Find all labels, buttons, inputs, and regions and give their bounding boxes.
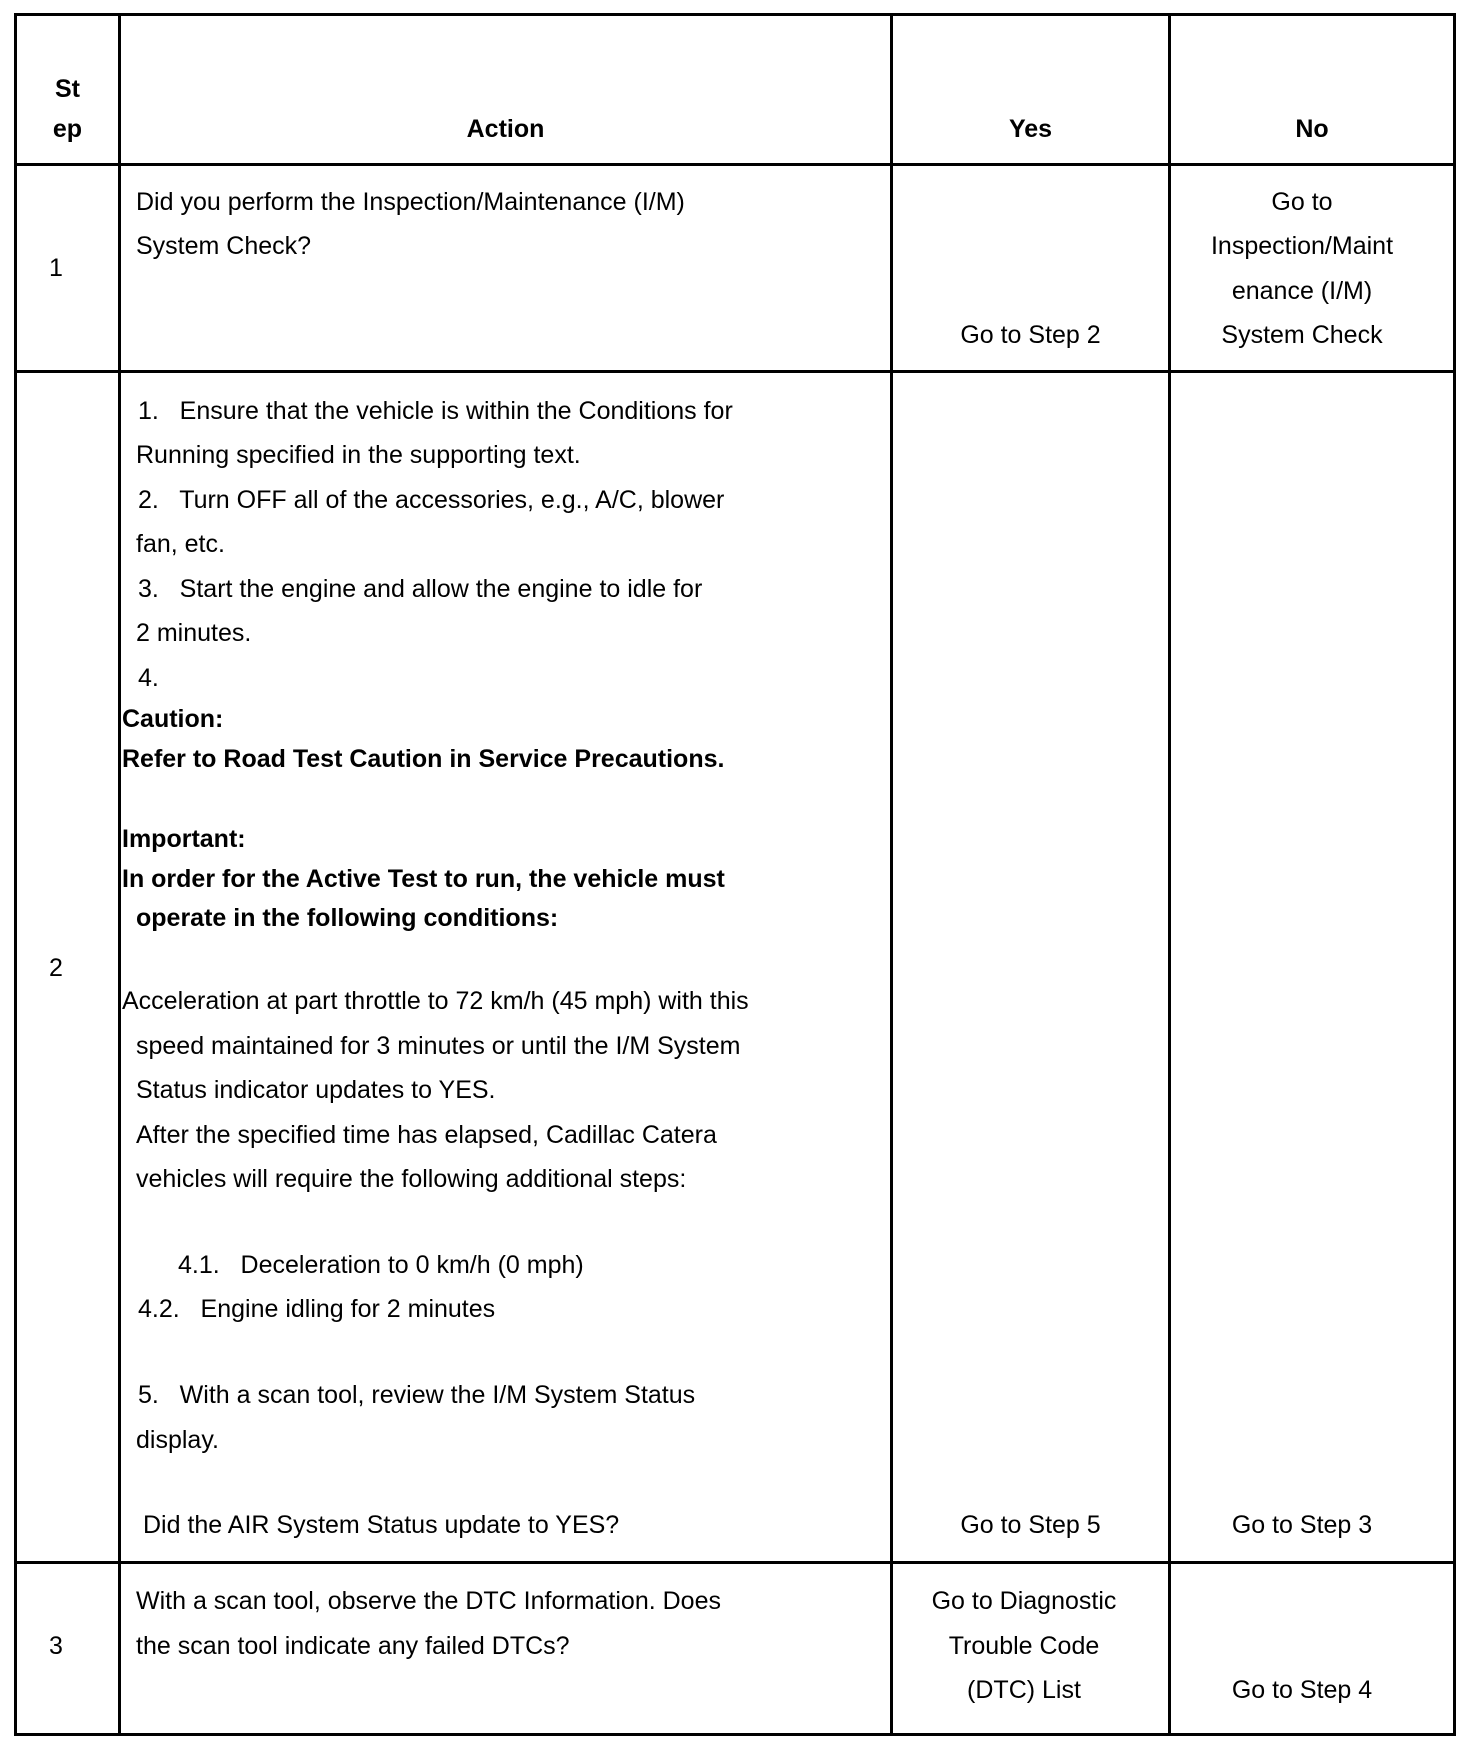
header-step-line2: ep xyxy=(52,115,83,143)
row2-step5-line1: 5. With a scan tool, review the I/M System Status xyxy=(138,1381,696,1409)
substep-4-1: 4.1. Deceleration to 0 km/h (0 mph) xyxy=(178,1251,584,1279)
conditions-line5: vehicles will require the following additional steps: xyxy=(136,1165,687,1193)
important-label: Important: xyxy=(122,825,246,853)
conditions-line2: speed maintained for 3 minutes or until the I/M System xyxy=(136,1032,741,1060)
row-divider-2 xyxy=(14,1561,1456,1564)
row2-step2-line2: fan, etc. xyxy=(136,530,225,558)
table-border-bottom xyxy=(14,1733,1456,1736)
row2-step2-line1: 2. Turn OFF all of the accessories, e.g., A/C, blower xyxy=(138,486,725,514)
header-action: Action xyxy=(466,115,545,143)
row1-no-line4[interactable]: System Check xyxy=(1221,321,1383,349)
row3-yes-line2[interactable]: Trouble Code xyxy=(948,1632,1100,1660)
header-step-line1: St xyxy=(55,75,80,103)
column-divider-step xyxy=(118,14,121,1736)
row3-action-line1: With a scan tool, observe the DTC Information. Does xyxy=(136,1587,721,1615)
column-divider-action xyxy=(890,14,893,1736)
conditions-line4: After the specified time has elapsed, Cadillac Catera xyxy=(136,1121,717,1149)
conditions-line3: Status indicator updates to YES. xyxy=(136,1076,496,1104)
row2-question: Did the AIR System Status update to YES? xyxy=(143,1511,620,1539)
header-yes: Yes xyxy=(1008,115,1053,143)
header-no: No xyxy=(1295,115,1329,143)
row2-no-link[interactable]: Go to Step 3 xyxy=(1231,1511,1373,1539)
row2-step3-line2: 2 minutes. xyxy=(136,619,252,647)
table-border-top xyxy=(14,13,1456,16)
conditions-line1: Acceleration at part throttle to 72 km/h (45 mph) with this xyxy=(122,987,749,1015)
table-border-right xyxy=(1453,14,1456,1736)
row1-yes-link[interactable]: Go to Step 2 xyxy=(960,321,1101,349)
row1-action-line1: Did you perform the Inspection/Maintenance (I/M) xyxy=(136,188,685,216)
row2-step-number: 2 xyxy=(49,954,63,982)
row2-step1-line2: Running specified in the supporting text. xyxy=(136,441,581,469)
row3-action-line2: the scan tool indicate any failed DTCs? xyxy=(136,1632,570,1660)
substep-4-2: 4.2. Engine idling for 2 minutes xyxy=(138,1295,496,1323)
important-text-line2: operate in the following conditions: xyxy=(136,904,559,932)
row2-step5-line2: display. xyxy=(136,1426,219,1454)
row1-action-line2: System Check? xyxy=(136,232,312,260)
row1-step-number: 1 xyxy=(49,254,63,282)
row1-no-line3[interactable]: enance (I/M) xyxy=(1231,277,1373,305)
row2-step1-line1: 1. Ensure that the vehicle is within the Conditions for xyxy=(138,397,733,425)
header-divider xyxy=(14,163,1456,166)
row1-no-line1[interactable]: Go to xyxy=(1271,188,1333,216)
row1-no-line2[interactable]: Inspection/Maint xyxy=(1210,232,1394,260)
row3-step-number: 3 xyxy=(49,1632,63,1660)
row3-yes-line3[interactable]: (DTC) List xyxy=(967,1676,1081,1704)
row3-yes-line1[interactable]: Go to Diagnostic xyxy=(931,1587,1117,1615)
caution-text: Refer to Road Test Caution in Service Precautions. xyxy=(122,745,725,773)
row2-yes-link[interactable]: Go to Step 5 xyxy=(960,1511,1101,1539)
row2-step3-line1: 3. Start the engine and allow the engine to idle for xyxy=(138,575,703,603)
row2-step4-number: 4. xyxy=(138,664,159,692)
caution-label: Caution: xyxy=(122,705,224,733)
row-divider-1 xyxy=(14,370,1456,373)
important-text-line1: In order for the Active Test to run, the vehicle must xyxy=(122,865,725,893)
row3-no-link[interactable]: Go to Step 4 xyxy=(1231,1676,1373,1704)
